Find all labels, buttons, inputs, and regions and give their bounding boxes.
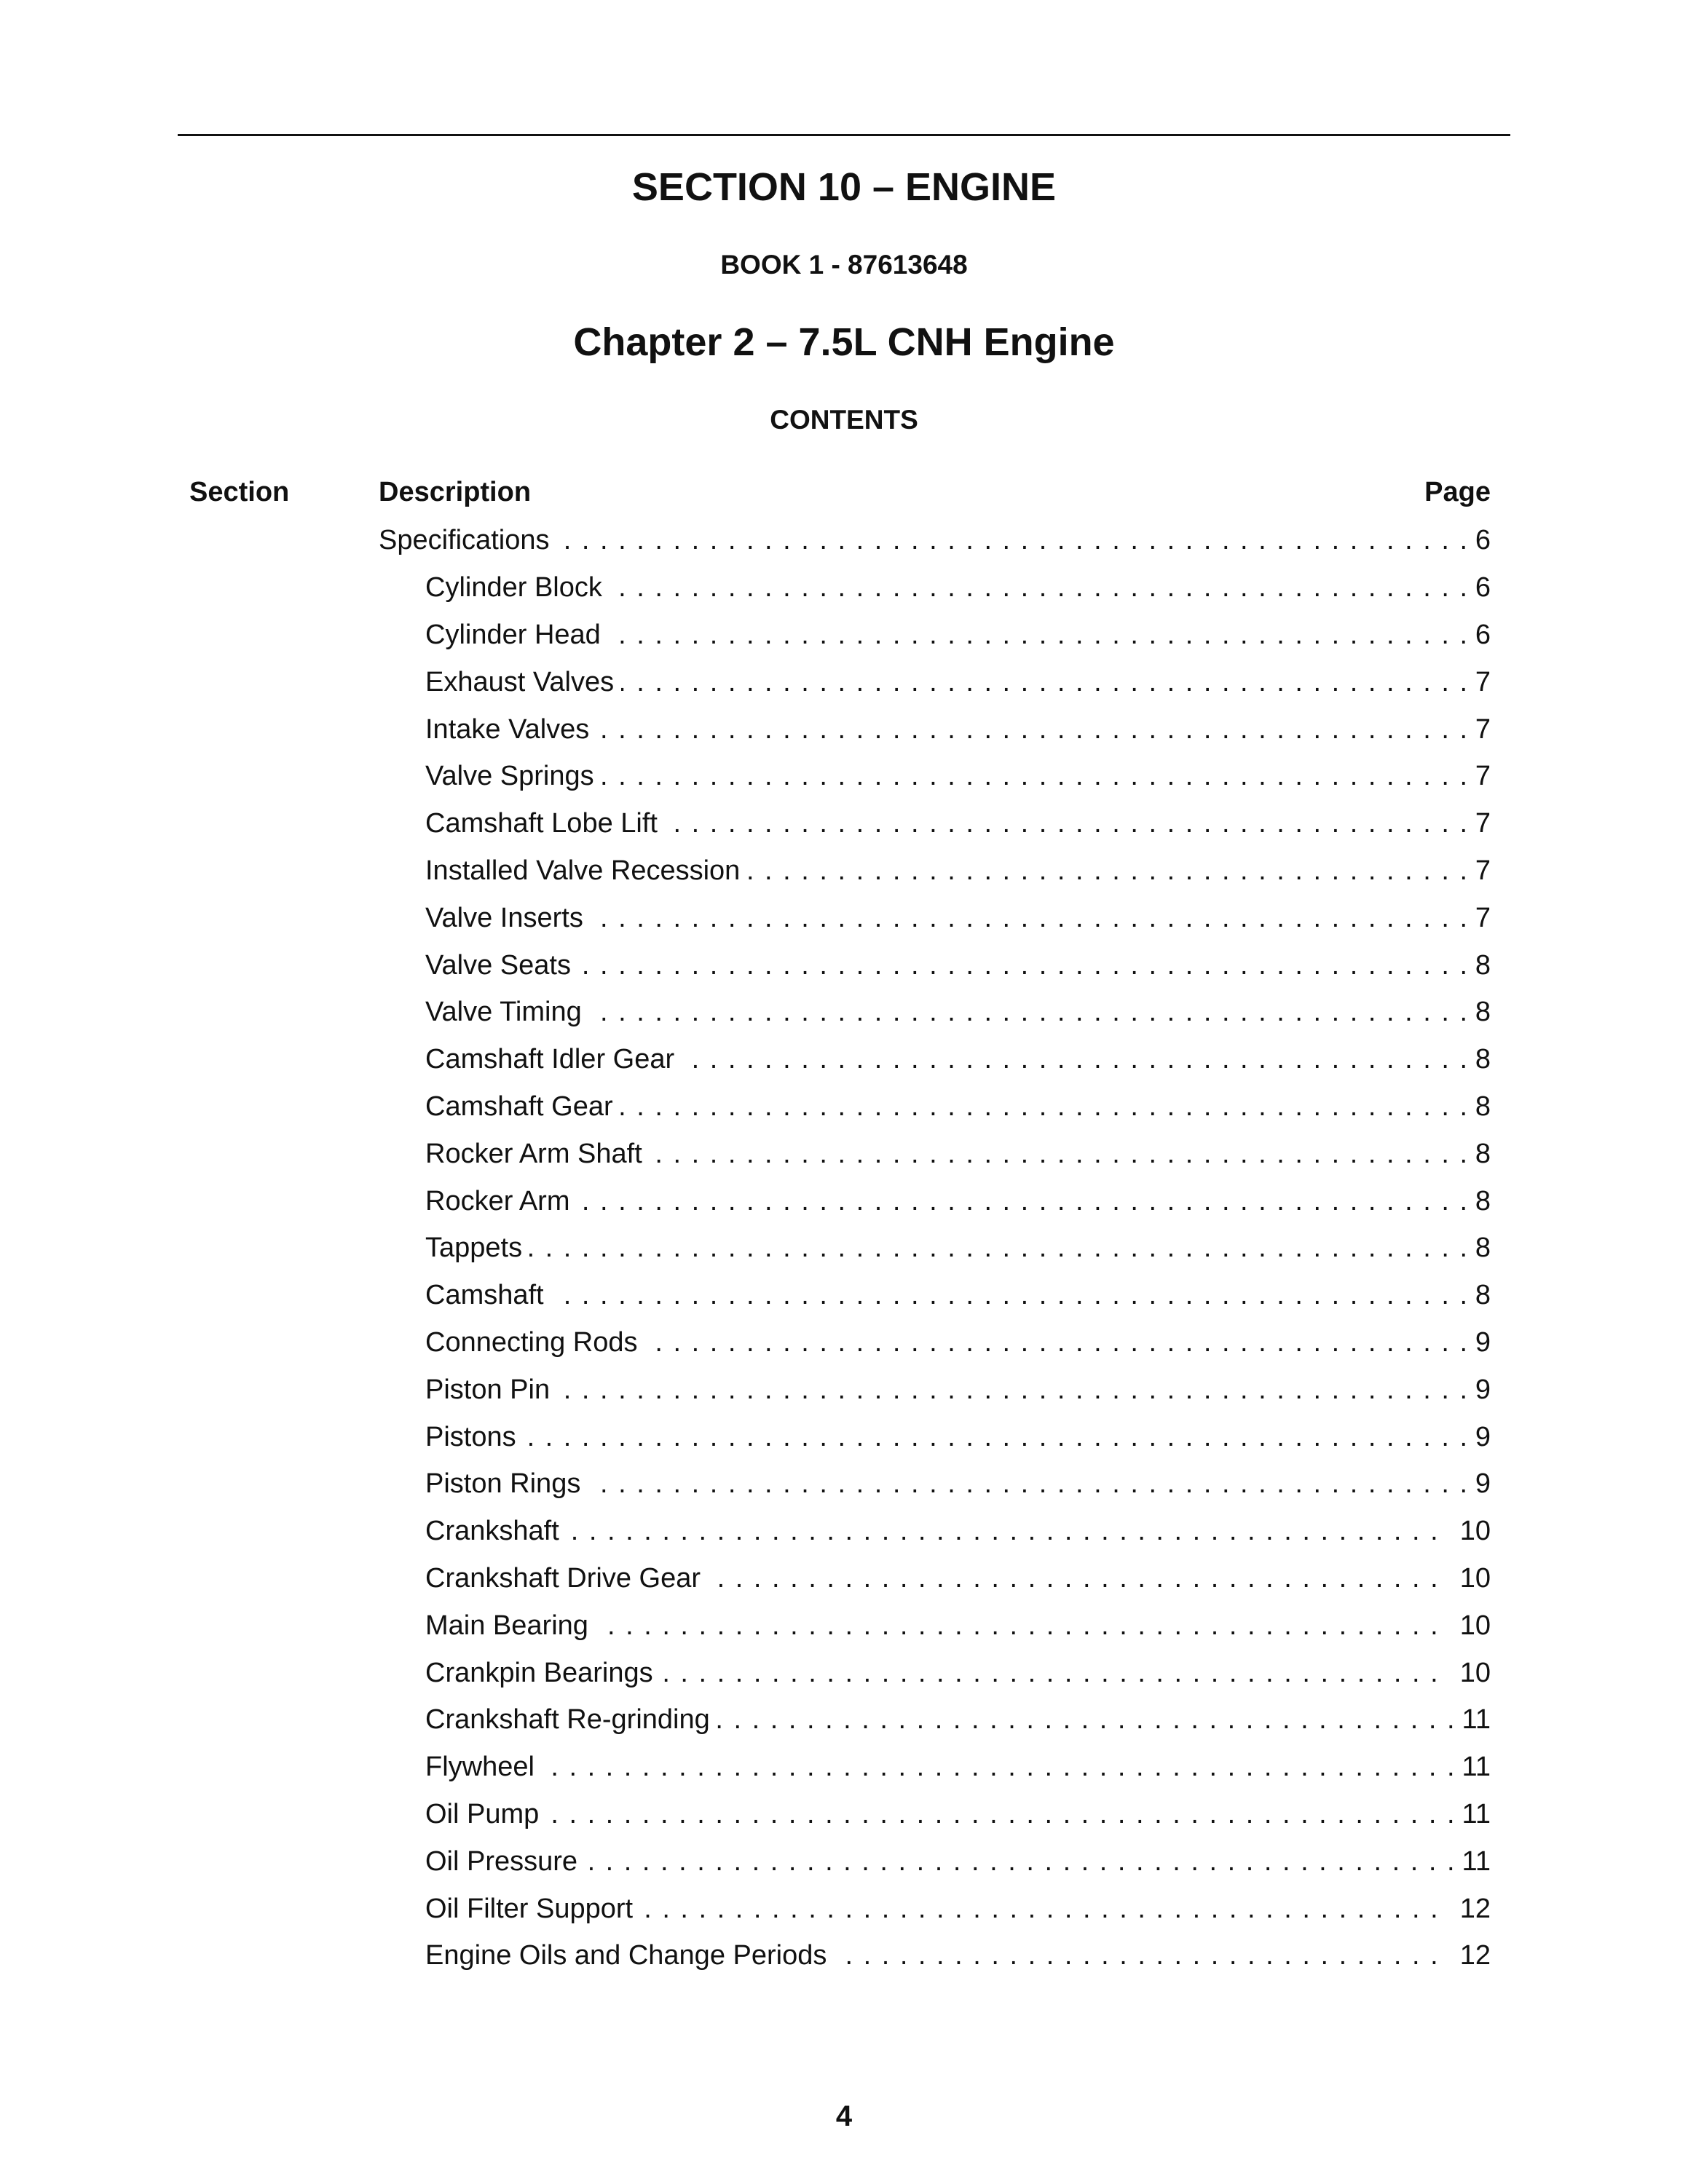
toc-entry[interactable] [0,1744,1688,1791]
toc-entry-page: 10 [1459,1562,1491,1594]
toc-entry[interactable] [0,1130,1688,1177]
toc-entry[interactable] [0,1083,1688,1131]
toc-entry-page: 7 [1475,855,1491,886]
toc-entry-page: 9 [1475,1468,1491,1500]
toc-entry-label: Crankshaft Re-grinding [425,1704,710,1736]
toc-entry-label: Specifications [379,525,550,556]
toc-entry[interactable] [0,1366,1688,1413]
chapter-title: Chapter 2 – 7.5L CNH Engine [573,320,1115,364]
toc-entry-page: 12 [1459,1940,1491,1971]
toc-entry-label: Tappets [425,1233,523,1264]
toc-entry[interactable] [0,1272,1688,1319]
toc-entry-page: 9 [1475,1326,1491,1358]
toc-entry-label: Piston Rings [425,1468,581,1500]
dot-leader [621,664,1469,700]
toc-entry-label: Oil Filter Support [425,1893,634,1924]
toc-entry-page: 7 [1475,902,1491,933]
toc-entry-page: 11 [1462,1752,1491,1783]
dot-leader [620,1088,1469,1125]
dot-leader [556,522,1469,558]
toc-entry[interactable] [0,1649,1688,1696]
toc-entry-page: 8 [1475,997,1491,1028]
toc-entry-page: 10 [1459,1610,1491,1641]
toc-entry-label: Crankshaft [425,1516,559,1547]
toc-entry-page: 7 [1475,761,1491,792]
toc-entry-label: Oil Pressure [425,1845,578,1877]
toc-entry[interactable] [0,1319,1688,1366]
contents-heading: CONTENTS [770,405,918,435]
dot-leader [834,1937,1439,1974]
toc-entry-label: Pistons [425,1421,516,1452]
toc-entry-page: 8 [1475,1091,1491,1122]
toc-entry-label: Intake Valves [425,713,590,745]
dot-leader [524,1419,1469,1455]
toc-entry-page: 9 [1475,1374,1491,1405]
toc-entry-page: 12 [1459,1893,1491,1924]
page-number: 4 [835,2100,853,2132]
toc-entry[interactable] [0,1696,1688,1744]
dot-leader [596,1607,1440,1644]
toc-entry-label: Camshaft Idler Gear [425,1044,675,1075]
dot-leader [585,1843,1456,1880]
toc-entry-page: 9 [1475,1421,1491,1452]
toc-entry-label: Cylinder Block [425,572,602,604]
table-of-contents [0,517,1688,1979]
toc-entry-label: Crankpin Bearings [425,1657,653,1688]
toc-entry[interactable] [0,1885,1688,1932]
toc-entry[interactable] [0,1460,1688,1508]
dot-leader [717,1701,1456,1738]
toc-entry[interactable] [0,1508,1688,1555]
toc-entry-page: 6 [1475,619,1491,650]
toc-entry-label: Camshaft [425,1280,544,1311]
section-title: SECTION 10 – ENGINE [631,165,1057,209]
toc-entry-label: Crankshaft Drive Gear [425,1562,701,1594]
toc-entry-label: Flywheel [425,1752,535,1783]
toc-entry-label: Engine Oils and Change Periods [425,1940,827,1971]
column-header-description: Description [379,477,532,507]
toc-entry-page: 11 [1462,1845,1491,1877]
dot-leader [589,994,1469,1030]
dot-leader [650,1136,1469,1172]
toc-entry-label: Connecting Rods [425,1326,638,1358]
dot-leader [660,1655,1440,1691]
dot-leader [747,852,1469,889]
dot-leader [708,1560,1440,1597]
toc-entry[interactable] [0,753,1688,800]
top-rule [178,134,1510,136]
toc-entry-page: 10 [1459,1516,1491,1547]
toc-entry-label: Oil Pump [425,1798,540,1829]
toc-entry-label: Cylinder Head [425,619,601,650]
toc-entry-label: Piston Pin [425,1374,551,1405]
toc-entry-label: Valve Springs [425,761,594,792]
toc-entry-page: 7 [1475,808,1491,839]
dot-leader [577,1183,1469,1219]
toc-entry-label: Rocker Arm Shaft [425,1138,642,1169]
toc-entry-label: Exhaust Valves [425,666,615,697]
dot-leader [578,947,1469,984]
dot-leader [542,1749,1456,1785]
dot-leader [567,1513,1440,1549]
toc-entry-page: 11 [1462,1704,1491,1736]
toc-entry[interactable] [0,1224,1688,1272]
dot-leader [588,1465,1469,1502]
toc-entry[interactable] [0,1177,1688,1224]
dot-leader [645,1324,1469,1361]
toc-entry[interactable] [0,1602,1688,1649]
dot-leader [602,758,1469,794]
toc-entry-page: 8 [1475,949,1491,981]
dot-leader [551,1277,1469,1313]
dot-leader [529,1230,1469,1266]
dot-leader [591,900,1469,936]
dot-leader [557,1372,1469,1408]
dot-leader [608,617,1469,653]
toc-entry-page: 7 [1475,666,1491,697]
column-header-section: Section [189,477,290,507]
toc-entry-page: 10 [1459,1657,1491,1688]
book-title: BOOK 1 - 87613648 [720,250,968,280]
dot-leader [682,1041,1469,1077]
toc-entry[interactable] [0,1837,1688,1885]
dot-leader [665,805,1469,842]
toc-entry-label: Camshaft Gear [425,1091,613,1122]
toc-entry-page: 6 [1475,525,1491,556]
dot-leader [596,711,1469,748]
toc-entry[interactable] [0,1413,1688,1460]
dot-leader [546,1796,1456,1832]
toc-entry-label: Valve Timing [425,997,582,1028]
toc-entry-label: Rocker Arm [425,1185,570,1216]
toc-entry-label: Installed Valve Recession [425,855,741,886]
toc-entry[interactable] [0,564,1688,612]
toc-entry-label: Camshaft Lobe Lift [425,808,658,839]
toc-entry-page: 8 [1475,1138,1491,1169]
toc-entry[interactable] [0,941,1688,989]
toc-entry-page: 7 [1475,713,1491,745]
toc-entry-page: 8 [1475,1185,1491,1216]
toc-entry[interactable] [0,1036,1688,1083]
toc-entry[interactable] [0,517,1688,564]
toc-entry[interactable] [0,1932,1688,1979]
toc-entry-page: 8 [1475,1233,1491,1264]
toc-entry[interactable] [0,800,1688,847]
toc-entry-page: 8 [1475,1280,1491,1311]
toc-entry-label: Valve Seats [425,949,571,981]
toc-entry[interactable] [0,658,1688,705]
toc-entry[interactable] [0,705,1688,753]
dot-leader [610,569,1469,606]
toc-entry[interactable] [0,989,1688,1036]
toc-entry-label: Valve Inserts [425,902,583,933]
toc-entry-page: 6 [1475,572,1491,604]
column-header-page: Page [1424,477,1491,507]
toc-entry[interactable] [0,612,1688,659]
dot-leader [640,1891,1440,1927]
toc-entry-label: Main Bearing [425,1610,588,1641]
toc-entry-page: 8 [1475,1044,1491,1075]
toc-entry[interactable] [0,847,1688,895]
toc-entry[interactable] [0,1555,1688,1602]
toc-entry-page: 11 [1462,1798,1491,1829]
toc-entry[interactable] [0,1791,1688,1838]
toc-entry[interactable] [0,894,1688,941]
